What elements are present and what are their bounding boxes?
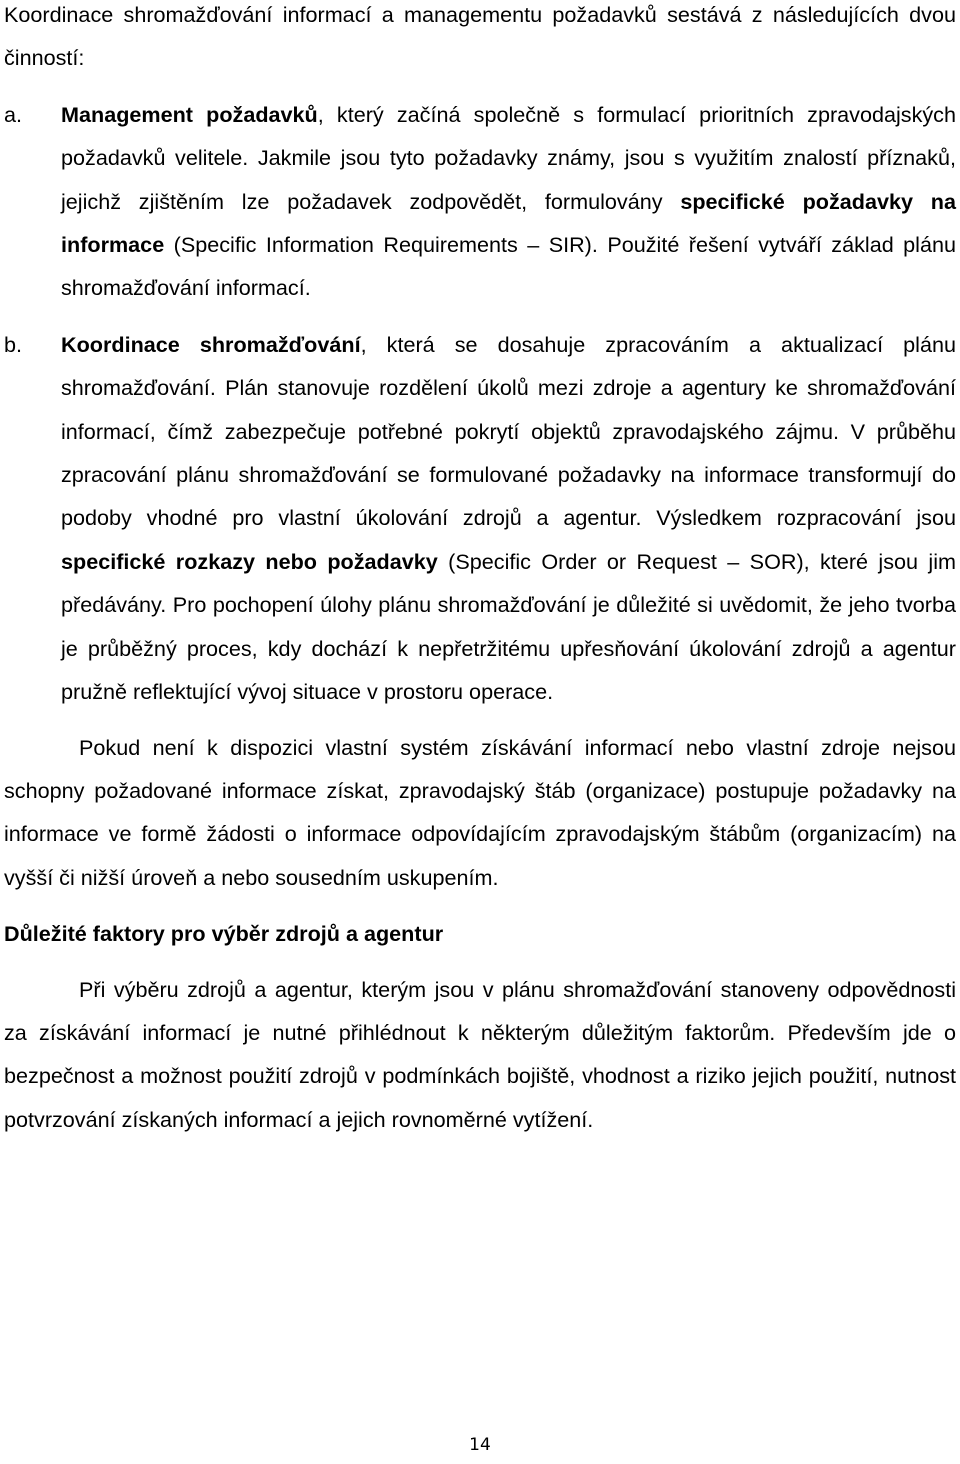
term-specificke-rozkazy: specifické rozkazy nebo požadavky: [61, 548, 438, 574]
body-text: [4, 0, 956, 1141]
page-number: 14: [469, 1435, 491, 1455]
list-item-b: [4, 323, 956, 714]
item-b-text-1: , která se dosahuje zpracováním a aktualizací plánu shromažďování. Plán stanovuje rozdělení úkolů mezi zdroje a agentury ke shromažďování informací, čímž zabezpečuje potřebné pokrytí objektů zpravodajského zájmu. V průběhu zpracování plánu shromažďování se formulované požadavky na informace transformují do podoby vhodné pro vlastní úkolování zdrojů a agentur. Výsledkem rozpracování jsou: [61, 331, 956, 531]
term-koordinace-shromazdovani: Koordinace shromažďování: [61, 331, 361, 357]
item-b-text-2: (Specific Order or Request – SOR), které jsou jim předávány. Pro pochopení úlohy plánu shromažďování je důležité si uvědomit, že jeho tvorba je průběžný proces, kdy dochází k nepřetržitému upřesňování úkolování zdrojů a agentur pružně reflektující vývoj situace v prostoru operace.: [61, 548, 956, 705]
item-a-text-1: , který začíná společně s formulací prioritních zpravodajských požadavků velitele. Jakmile jsou tyto požadavky známy, jsou s využitím znalostí příznaků, jejichž zjištěním lze požadavek zodpovědět, formulovány: [61, 101, 956, 214]
item-a-text-2: (Specific Information Requirements – SIR). Použité řešení vytváří základ plánu shromažďování informací.: [61, 232, 956, 301]
section-heading: Důležité faktory pro výběr zdrojů a agentur: [4, 921, 444, 947]
intro-paragraph: Koordinace shromažďování informací a managementu požadavků sestává z následujících dvou činností:: [4, 2, 956, 71]
term-specificke-pozadavky: specifické požadavky na informace: [61, 188, 956, 258]
list-item-a: [4, 93, 956, 310]
paragraph-vyber-zdroju: Při výběru zdrojů a agentur, kterým jsou v plánu shromažďování stanoveny odpovědnosti za získávání informací je nutné přihlédnout k některým důležitým faktorům. Především jde o bezpečnost a možnost použití zdrojů v podmínkách bojiště, vhodnost a riziko jejich použití, nutnost potvrzování získaných informací a jejich rovnoměrné vytížení.: [4, 976, 956, 1132]
list-marker-b: b.: [4, 331, 23, 357]
list-marker-a: a.: [4, 101, 23, 127]
paragraph-vlastni-system: Pokud není k dispozici vlastní systém získávání informací nebo vlastní zdroje nejsou schopny požadované informace získat, zpravodajský štáb (organizace) postupuje požadavky na informace ve formě žádosti o informace odpovídajícím zpravodajským štábům (organizacím) na vyšší či nižší úroveň a nebo sousedním uskupením.: [4, 734, 956, 890]
term-management-pozadavku: Management požadavků: [61, 101, 318, 127]
